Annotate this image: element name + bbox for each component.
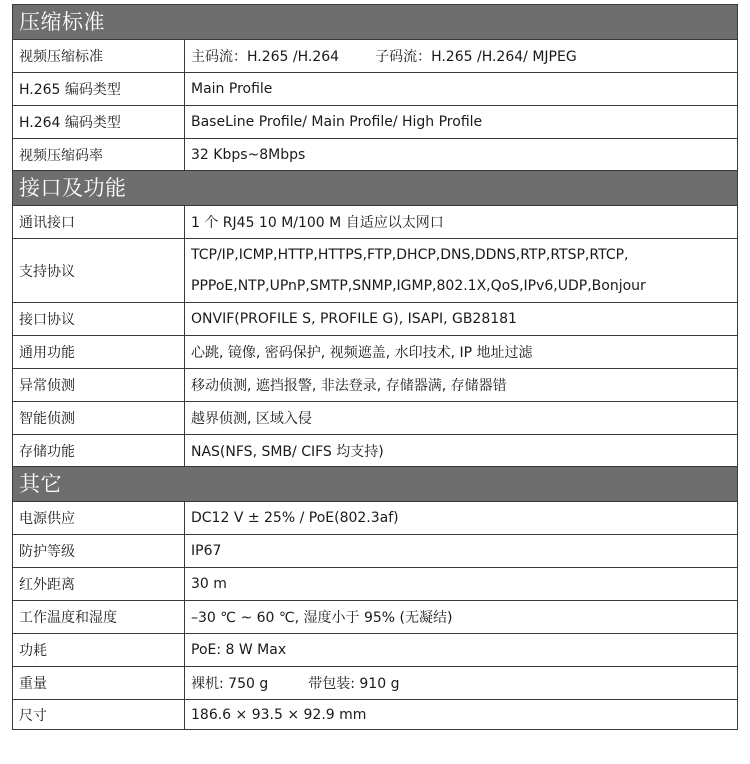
row-label: 智能侦测	[13, 402, 185, 434]
row-value: 移动侦测, 遮挡报警, 非法登录, 存储器满, 存储器错	[191, 378, 507, 394]
table-row	[12, 368, 738, 401]
row-value: Main Profile	[191, 81, 273, 97]
row-value: –30 ℃ ~ 60 ℃, 湿度小于 95% (无凝结)	[191, 610, 453, 626]
row-value: 越界侦测, 区域入侵	[191, 411, 312, 427]
row-label: 通讯接口	[13, 206, 185, 238]
row-value: 1 个 RJ45 10 M/100 M 自适应以太网口	[191, 215, 444, 231]
row-value	[185, 239, 737, 302]
row-label: 接口协议	[13, 303, 185, 335]
row-label: 异常侦测	[13, 369, 185, 401]
table-row	[12, 105, 738, 138]
protocols-line-1: TCP/IP,ICMP,HTTP,HTTPS,FTP,DHCP,DNS,DDNS,RTP,RTSP,RTCP,	[191, 246, 629, 263]
row-value: NAS(NFS, SMB/ CIFS 均支持)	[191, 443, 384, 460]
table-row	[12, 39, 738, 72]
row-label: 防护等级	[13, 535, 185, 567]
bare-weight: 裸机: 750 g	[191, 676, 269, 692]
main-stream-value: 主码流：H.265 /H.264	[191, 49, 340, 65]
table-row	[12, 666, 738, 699]
row-label: 尺寸	[13, 700, 185, 729]
protocols-line-2: PPPoE,NTP,UPnP,SMTP,SNMP,IGMP,802.1X,QoS,IPv6,UDP,Bonjour	[191, 278, 646, 295]
row-value: 186.6 × 93.5 × 92.9 mm	[191, 706, 367, 723]
packaged-weight: 带包装: 910 g	[308, 676, 400, 692]
table-row	[12, 302, 738, 335]
row-label: 功耗	[13, 634, 185, 666]
row-label: 工作温度和湿度	[13, 601, 185, 633]
table-row	[12, 501, 738, 534]
table-row	[12, 699, 738, 730]
row-label: 视频压缩码率	[13, 139, 185, 170]
table-row	[12, 238, 738, 302]
spec-table	[12, 4, 738, 730]
row-value	[185, 40, 737, 72]
table-row	[12, 72, 738, 105]
table-row	[12, 567, 738, 600]
table-row	[12, 633, 738, 666]
table-row	[12, 600, 738, 633]
row-label: 通用功能	[13, 336, 185, 368]
row-label: 红外距离	[13, 568, 185, 600]
row-value: PoE: 8 W Max	[191, 642, 287, 658]
row-value: 32 Kbps~8Mbps	[191, 146, 306, 163]
section-header-compression: 压缩标准	[12, 4, 738, 39]
row-value: BaseLine Profile/ Main Profile/ High Profile	[191, 114, 483, 130]
sub-stream-value: 子码流：H.265 /H.264/ MJPEG	[375, 49, 577, 65]
table-row	[12, 205, 738, 238]
table-row	[12, 534, 738, 567]
row-value: ONVIF(PROFILE S, PROFILE G), ISAPI, GB28181	[191, 311, 517, 327]
table-row	[12, 401, 738, 434]
table-row	[12, 434, 738, 466]
section-header-interface: 接口及功能	[12, 170, 738, 205]
section-header-other: 其它	[12, 466, 738, 501]
table-row	[12, 335, 738, 368]
row-label: 支持协议	[13, 239, 185, 302]
row-label: H.264 编码类型	[13, 106, 185, 138]
row-value: IP67	[191, 543, 222, 559]
row-label: H.265 编码类型	[13, 73, 185, 105]
row-value: 心跳, 镜像, 密码保护, 视频遮盖, 水印技术, IP 地址过滤	[191, 345, 533, 361]
row-value: 30 m	[191, 576, 227, 592]
row-value: DC12 V ± 25% / PoE(802.3af)	[191, 510, 399, 526]
row-label: 重量	[13, 667, 185, 699]
row-label: 视频压缩标准	[13, 40, 185, 72]
table-row	[12, 138, 738, 170]
row-label: 电源供应	[13, 502, 185, 534]
row-value	[185, 667, 737, 699]
row-label: 存储功能	[13, 435, 185, 466]
